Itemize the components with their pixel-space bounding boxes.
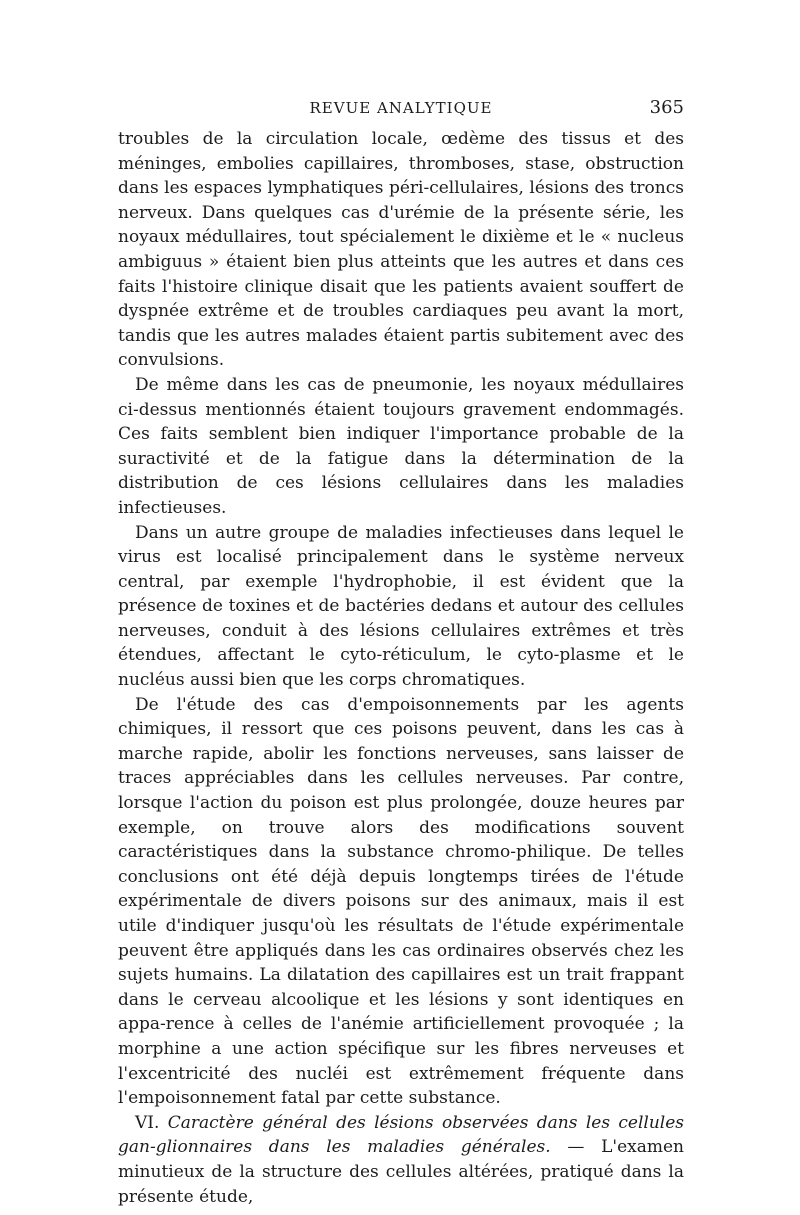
section-heading-paragraph <box>118 1111 684 1209</box>
section-number: VI. <box>135 1112 160 1133</box>
running-title: REVUE ANALYTIQUE <box>309 99 493 117</box>
section-title: Caractère général des lésions observées dans les cellules gan-glionnaires dans les maladies générales. <box>118 1112 685 1158</box>
page-number: 365 <box>649 97 684 118</box>
paragraph-continuation: troubles de la circulation locale, œdème des tissus et des méninges, embolies capillaires, thromboses, stase, obstruction dans les espaces lymphatiques péri-cellulaires, lésions des troncs nerveux. Dans quelques cas d'urémie de la présente série, les noyaux médullaires, tout spécialement le dixième et le « nucleus ambiguus » étaient bien plus atteints que les autres et dans ces faits l'histoire clinique disait que les patients avaient souffert de dyspnée extrême et de troubles cardiaques peu avant la mort, tandis que les autres malades étaient partis subitement avec des convulsions. <box>118 129 684 371</box>
body-text <box>118 127 684 1209</box>
running-header <box>118 97 684 123</box>
paragraph-empoisonnements: De l'étude des cas d'empoisonnements par les agents chimiques, il ressort que ces poisons peuvent, dans les cas à marche rapide, abolir les fonctions nerveuses, sans laisser de traces appréciables dans les cellules nerveuses. Par contre, lorsque l'action du poison est plus prolongée, douze heures par exemple, on trouve alors des modifications souvent caractéristiques dans la substance chromo-philique. De telles conclusions ont été déjà depuis longtemps tirées de l'étude expérimentale de divers poisons sur des animaux, mais il est utile d'indiquer jusqu'où les résultats de l'étude expérimentale peuvent être appliqués dans les cas ordinaires observés chez les sujets humains. La dilatation des capillaires est un trait frappant dans le cerveau alcoolique et les lésions y sont identiques en appa-rence à celles de l'anémie artificiellement provoquée ; la morphine a une action spécifique sur les fibres nerveuses et l'excentricité des nucléi est extrêmement fréquente dans l'empoisonnement fatal par cette substance. <box>118 694 684 1109</box>
section-text: — L'examen minutieux de la structure des cellules altérées, pratiqué dans la présente étude, <box>118 1137 685 1207</box>
paragraph-hydrophobie: Dans un autre groupe de maladies infectieuses dans lequel le virus est localisé principalement dans le système nerveux central, par exemple l'hydrophobie, il est évident que la présence de toxines et de bactéries dedans et autour des cellules nerveuses, conduit à des lésions cellulaires extrêmes et très étendues, affectant le cyto-réticulum, le cyto-plasme et le nucléus aussi bien que les corps chromatiques. <box>118 522 684 691</box>
paragraph-pneumonie: De même dans les cas de pneumonie, les noyaux médullaires ci-dessus mentionnés étaient toujours gravement endommagés. Ces faits semblent bien indiquer l'importance probable de la suractivité et de la fatigue dans la détermination de la distribution de ces lésions cellulaires dans les maladies infectieuses. <box>118 374 684 518</box>
